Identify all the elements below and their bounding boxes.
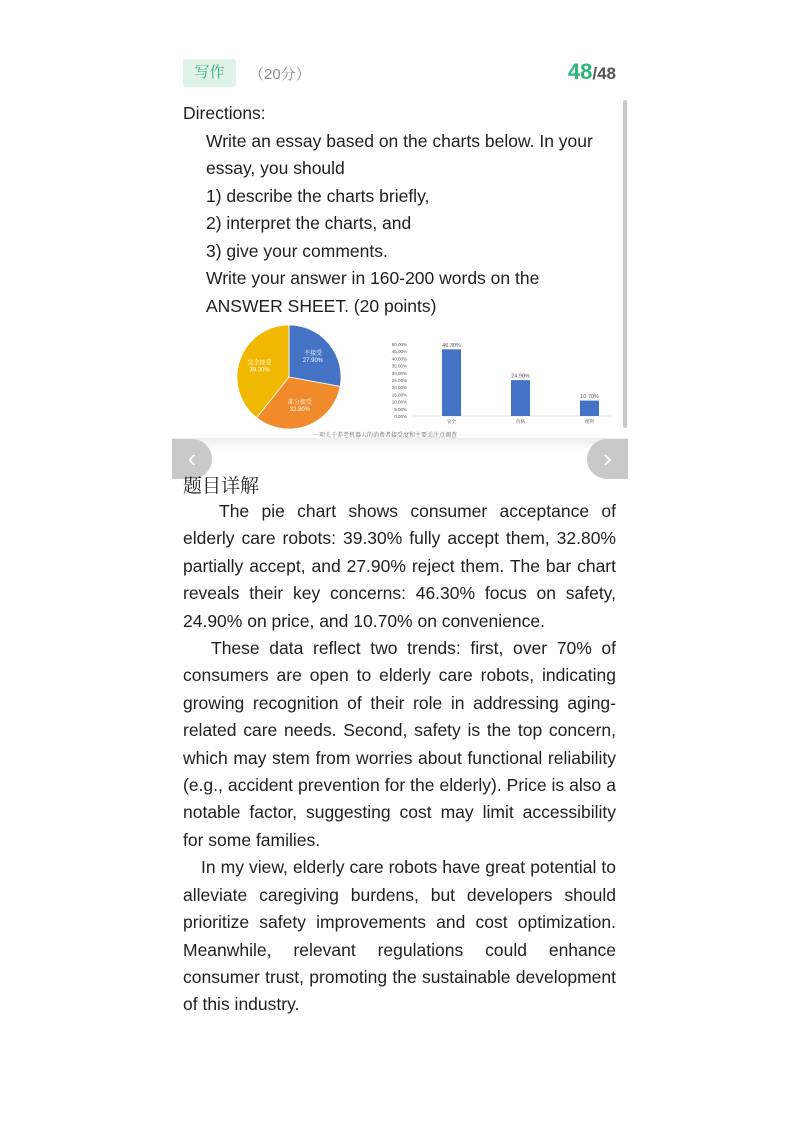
bar-ytick-6: 20.00% [391,385,407,391]
bar-value-label-2: 10.70% [580,394,599,401]
bar-chart [383,340,613,430]
analysis-title: 题目详解 [183,476,260,497]
pie-value-label-1: 32.80% [289,407,311,414]
directions-intro: Write an essay based on the charts below. In your essay, you should [206,130,593,178]
bar-0 [442,349,461,416]
bar-value-label-0: 46.30% [442,342,461,349]
directions-item-2: 2) interpret the charts, and [206,213,412,233]
pie-chart [221,322,361,432]
pie-value-label-0: 39.30% [249,367,270,374]
pie-category-label-2: 不接受 [303,351,322,358]
bar-value-label-1: 24.90% [511,373,530,380]
bar-ytick-3: 35.00% [391,363,407,369]
answer-paragraph-2: These data reflect two trends: first, over 70% of consumers are open to elderly care robots, indicating growing recognition of their role in addressing aging-related care needs. Second, safety is the top concern, which may stem from worries about functional reliability (e.g., accident prevention for the elderly). Price is also a notable factor, suggesting cost may limit accessibility for some families. [183,638,616,850]
chevron-right-icon: › [603,443,612,473]
charts-image [183,322,613,438]
bar-category-label-0: 安全 [447,419,456,424]
nav-strip [172,438,628,450]
score-label: （20分） [249,66,311,83]
pie-category-label-1: 部分接受 [287,400,312,407]
sample-answer [183,498,616,1019]
pie-category-label-0: 完全接受 [247,360,272,367]
bar-category-label-1: 价格 [516,419,525,424]
question-header [183,58,616,88]
bar-ytick-5: 25.00% [391,378,407,383]
total-questions: /48 [592,64,616,83]
chevron-left-icon: ‹ [187,443,197,473]
directions-item-3: 3) give your comments. [206,240,388,261]
current-question-number: 48 [567,59,593,84]
section-tag: 写作 [183,59,236,87]
next-question-button[interactable] [587,439,628,479]
bar-ytick-8: 10.00% [391,399,407,405]
bar-ytick-7: 15.00% [391,392,407,398]
directions-item-1: 1) describe the charts briefly, [206,185,430,206]
question-counter [568,59,616,85]
bar-ytick-10: 0.00% [394,414,407,419]
bar-1 [511,380,530,416]
bar-ytick-1: 45.00% [391,349,407,355]
question-text [183,100,613,320]
directions-instruction: Write your answer in 160-200 words on the ANSWER SHEET. (20 points) [206,268,540,316]
bar-ytick-2: 40.00% [391,356,407,362]
pie-value-label-2: 27.90% [302,358,324,365]
bar-ytick-4: 30.00% [391,370,407,376]
answer-paragraph-1: The pie chart shows consumer acceptance of elderly care robots: 39.30% fully accept them, 32.80% partially accept, and 27.90% reject them. The bar chart reveals their key concerns: 46.30% focus on safety, 24.90% on price, and 10.70% on convenience. [183,501,616,631]
bar-category-label-2: 便利 [585,419,594,424]
bar-2 [580,401,599,416]
bar-ytick-0: 50.00% [391,342,407,347]
answer-paragraph-3: In my view, elderly care robots have great potential to alleviate caregiving burdens, but developers should prioritize safety improvements and cost optimization. Meanwhile, relevant regulations could enhance consumer trust, promoting the sustainable development of this industry. [183,857,616,1015]
question-panel[interactable] [183,100,613,438]
question-scrollbar[interactable] [623,100,627,428]
chart-caption: 一项关于养老机器人的消费者接受度和主要关注点调查 [313,433,458,438]
directions-label: Directions: [183,103,266,123]
bar-ytick-9: 5.00% [394,406,407,412]
